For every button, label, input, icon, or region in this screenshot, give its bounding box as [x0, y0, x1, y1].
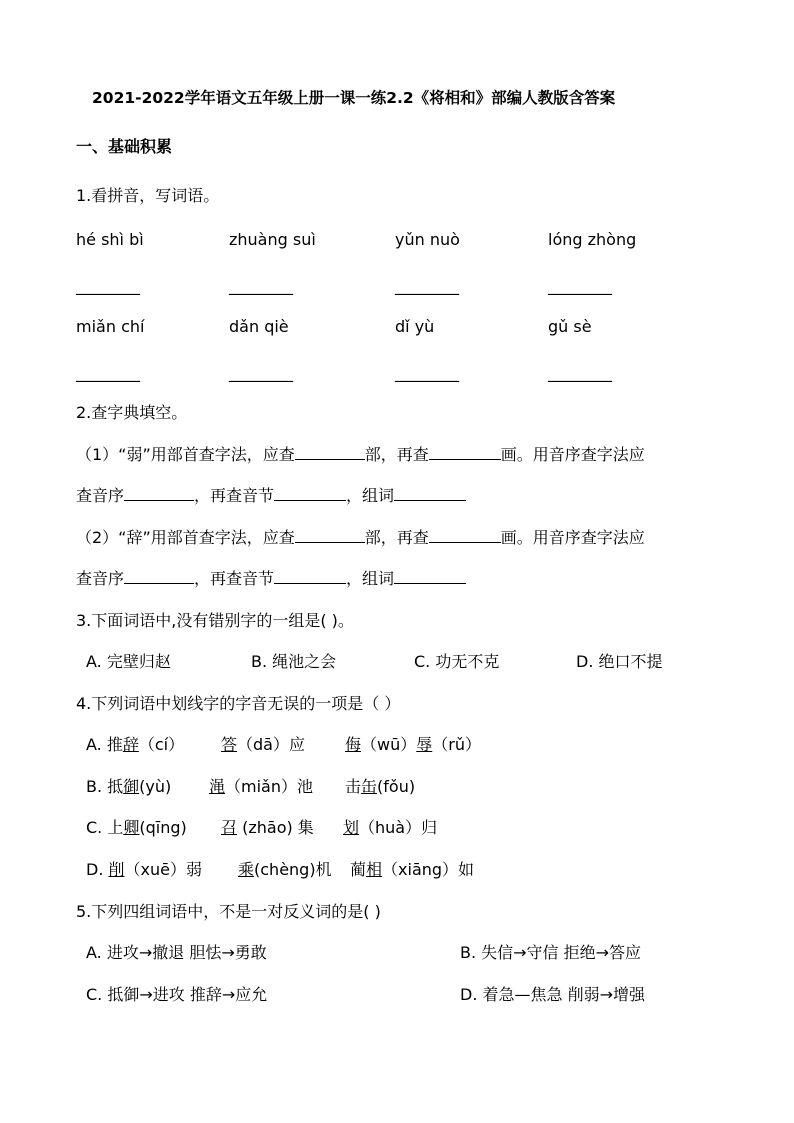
answer-blank[interactable]	[429, 445, 501, 460]
answer-blank[interactable]	[394, 486, 466, 501]
option-d[interactable]: D. 着急—焦急 削弱→增强	[460, 985, 645, 1004]
option-c[interactable]: C. 上卿(qīng)	[86, 818, 187, 837]
q2-item-1-line-1: （1）“弱”用部首查字法，应查 部，再查 画。用音序查字法应	[76, 445, 645, 464]
section-heading: 一、基础积累	[76, 137, 173, 156]
option-d-word-3: 蔺相（xiāng）如	[350, 860, 475, 879]
answer-blank[interactable]: ________	[76, 276, 140, 295]
pinyin-7: dǐ yù	[395, 317, 435, 336]
question-3: 3.下面词语中,没有错别字的一组是( )。	[76, 611, 354, 630]
option-d[interactable]: D. 削（xuē）弱	[86, 860, 202, 879]
pinyin-1: hé shì bì	[76, 230, 144, 249]
answer-blank[interactable]: ________	[548, 276, 612, 295]
option-b[interactable]: B. 失信→守信 拒绝→答应	[460, 943, 642, 962]
option-d-word-2: 乘(chèng)机	[238, 860, 332, 879]
pinyin-5: miǎn chí	[76, 317, 145, 336]
option-b[interactable]: B. 绳池之会	[251, 652, 337, 671]
answer-blank[interactable]	[429, 528, 501, 543]
answer-blank[interactable]: ________	[548, 363, 612, 382]
answer-blank[interactable]	[274, 486, 346, 501]
question-4: 4.下列词语中划线字的字音无误的一项是（ ）	[76, 694, 401, 713]
option-c-word-3: 划（huà）归	[343, 818, 438, 837]
answer-blank[interactable]	[394, 569, 466, 584]
question-5: 5.下列四组词语中，不是一对反义词的是( )	[76, 902, 381, 921]
option-a-word-2: 答（dā）应	[221, 735, 305, 754]
answer-blank[interactable]	[124, 486, 194, 501]
pinyin-3: yǔn nuò	[395, 230, 460, 249]
option-b[interactable]: B. 抵御(yù)	[86, 777, 172, 796]
pinyin-4: lóng zhòng	[548, 230, 637, 249]
option-a[interactable]: A. 完壁归赵	[86, 652, 171, 671]
answer-blank[interactable]: ________	[229, 276, 293, 295]
document-title: 2021-2022学年语文五年级上册一课一练2.2《将相和》部编人教版含答案	[92, 89, 616, 107]
pinyin-2: zhuàng suì	[229, 230, 316, 249]
answer-blank[interactable]: ________	[395, 276, 459, 295]
answer-blank[interactable]	[295, 528, 365, 543]
q2-item-2-line-2: 查音序 ，再查音节 ，组词	[76, 569, 466, 589]
answer-blank[interactable]	[295, 445, 365, 460]
answer-blank[interactable]: ________	[395, 363, 459, 382]
question-1: 1.看拼音，写词语。	[76, 186, 220, 205]
option-c[interactable]: C. 功无不克	[414, 652, 500, 671]
question-2: 2.查字典填空。	[76, 403, 188, 422]
option-c[interactable]: C. 抵御→进攻 推辞→应允	[86, 985, 268, 1004]
option-a-word-3: 侮（wū）辱（rǔ）	[345, 735, 481, 754]
pinyin-8: gǔ sè	[548, 317, 592, 336]
option-b-word-2: 渑（miǎn）池	[209, 777, 313, 796]
q2-item-1-line-2: 查音序 ，再查音节 ，组词	[76, 486, 466, 506]
option-a[interactable]: A. 推辞（cí）	[86, 735, 185, 754]
q2-item-2-line-1: （2）“辞”用部首查字法，应查 部，再查 画。用音序查字法应	[76, 528, 645, 547]
answer-blank[interactable]	[274, 569, 346, 584]
option-b-word-3: 击缶(fǒu)	[345, 777, 416, 796]
option-d[interactable]: D. 绝口不提	[576, 652, 663, 671]
option-c-word-2: 召 (zhāo) 集	[221, 818, 314, 837]
answer-blank[interactable]	[124, 569, 194, 584]
option-a[interactable]: A. 进攻→撤退 胆怯→勇敢	[86, 943, 267, 962]
answer-blank[interactable]: ________	[76, 363, 140, 382]
answer-blank[interactable]: ________	[229, 363, 293, 382]
pinyin-6: dǎn qiè	[229, 317, 289, 336]
